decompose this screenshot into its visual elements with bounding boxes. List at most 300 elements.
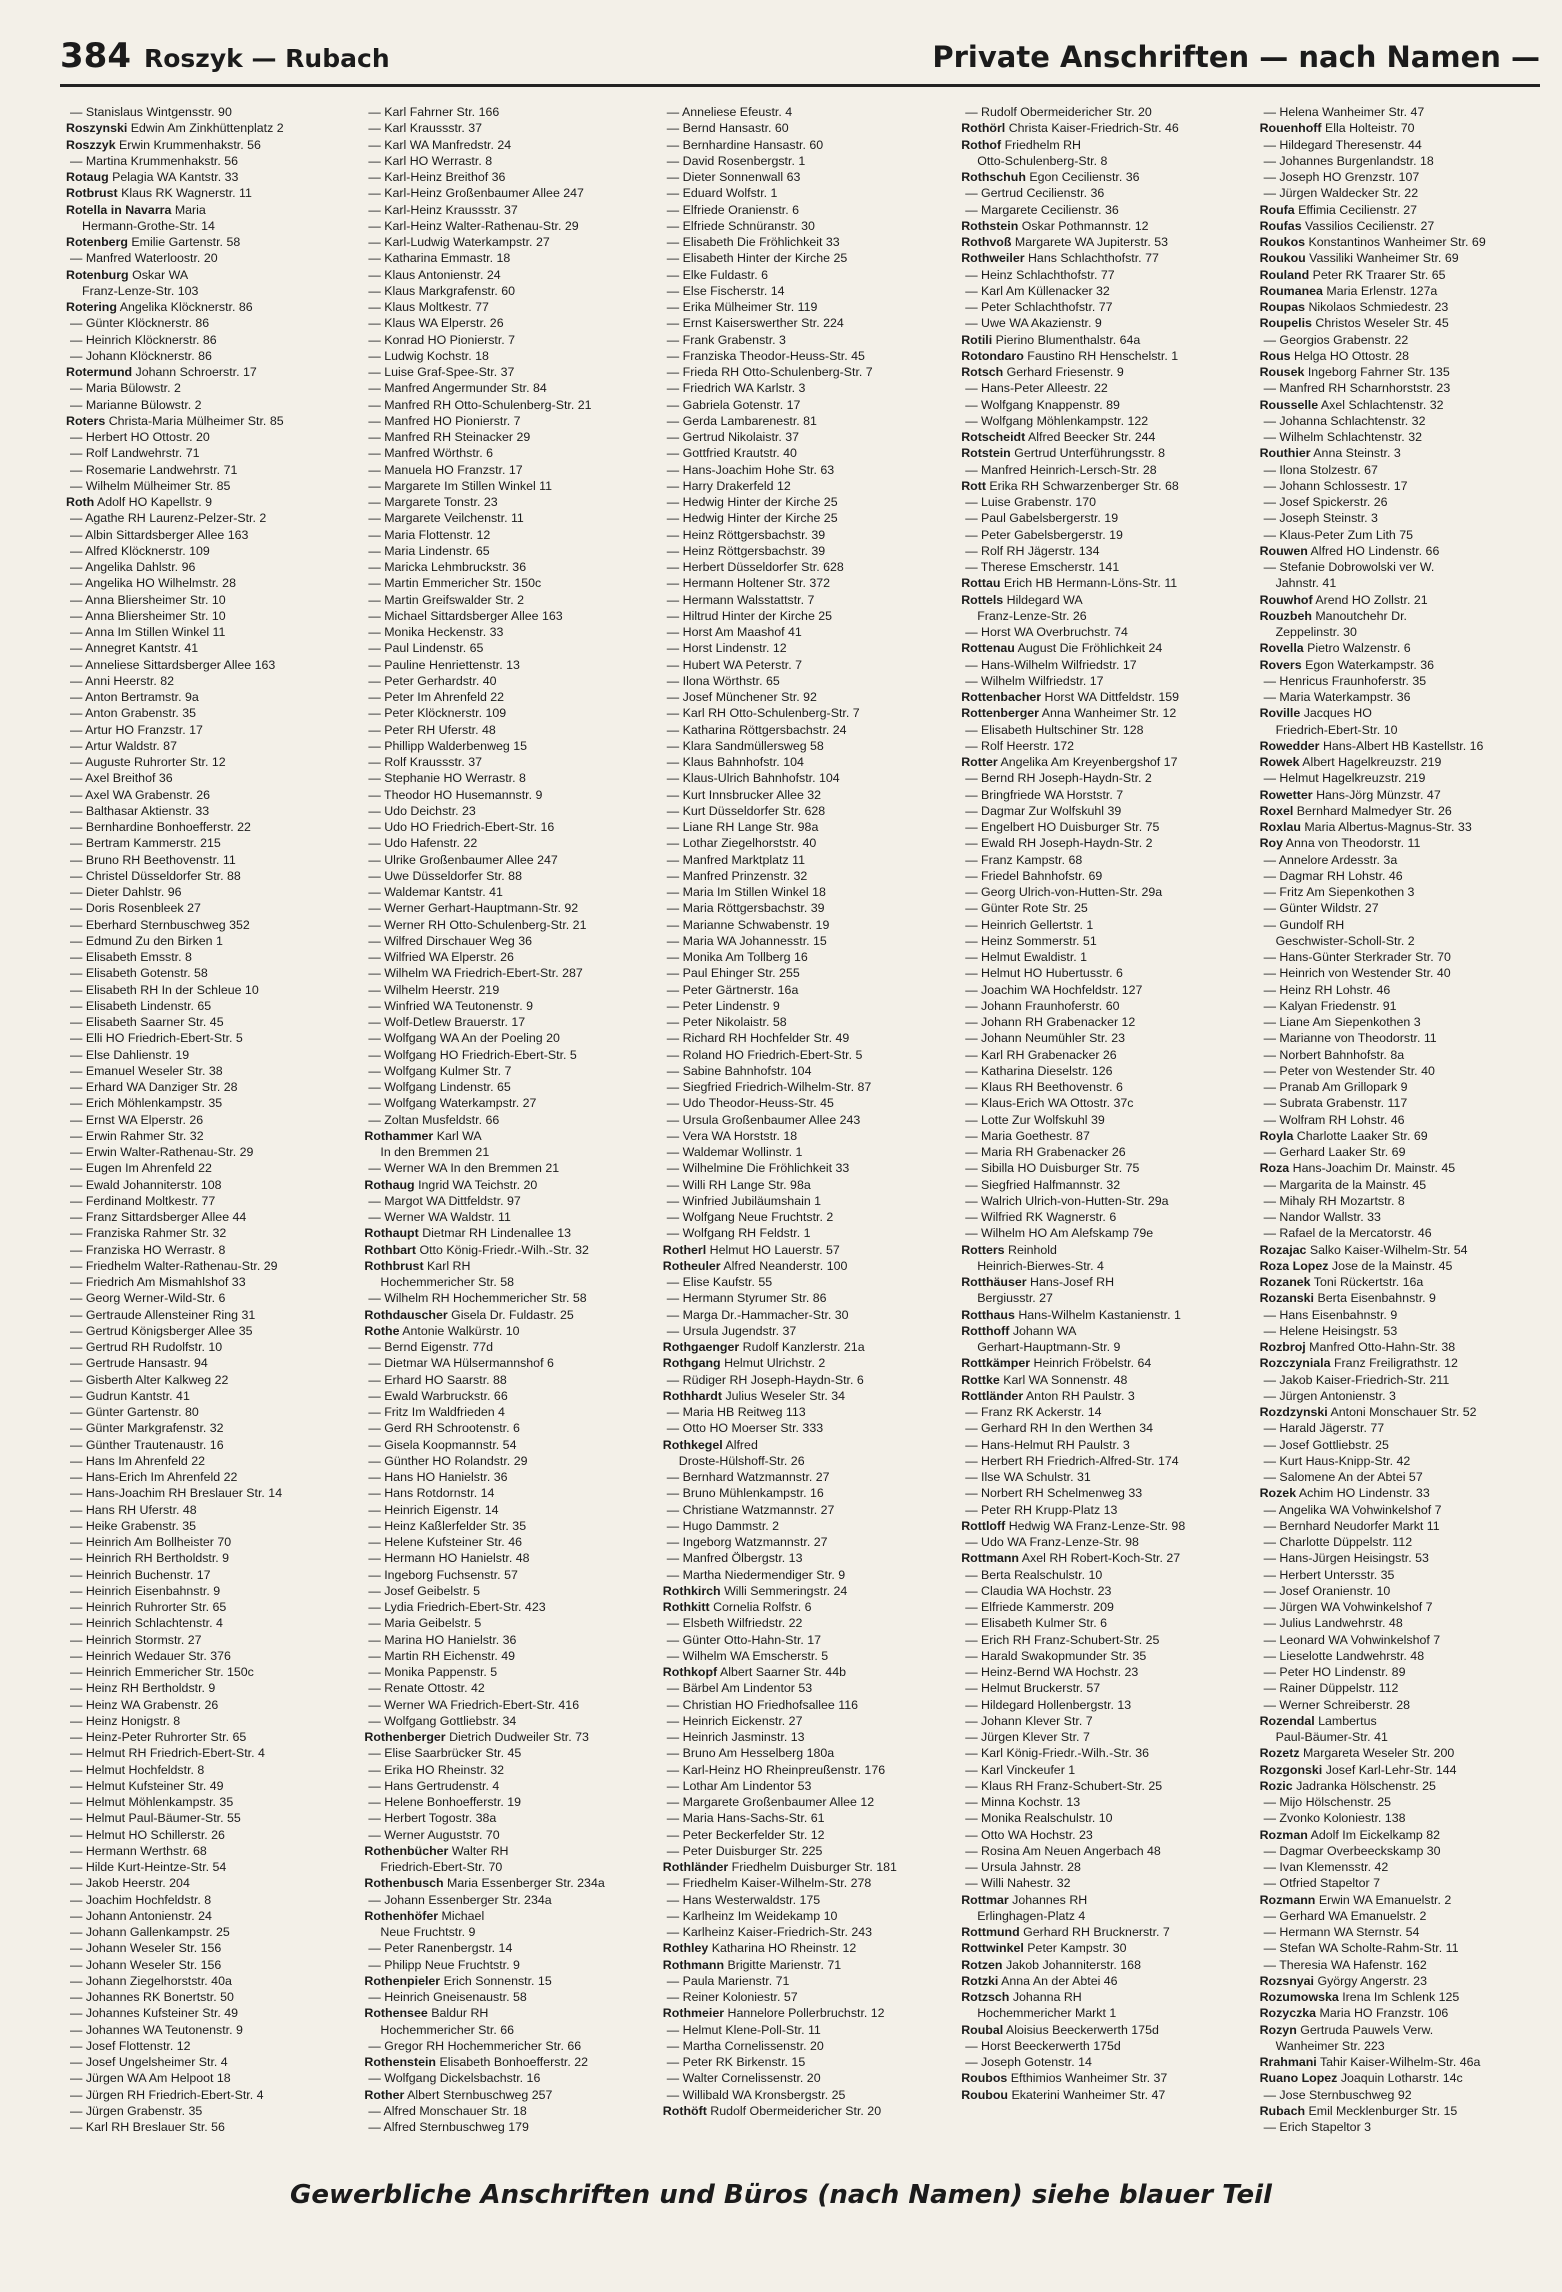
- person-entry: — Karl Kraussstr. 37: [368, 121, 483, 136]
- address-continuation: Hochemmericher Str. 58: [380, 1275, 514, 1289]
- entry-details: Manoutchehr Dr.: [1315, 608, 1407, 623]
- person-entry: — Herbert RH Friedrich-Alfred-Str. 174: [965, 1453, 1179, 1468]
- address-continuation: In den Bremmen 21: [380, 1145, 490, 1159]
- surname-entry: [364, 1307, 650, 1323]
- person-entry: — Rolf Heerstr. 172: [965, 738, 1074, 753]
- surname: Rothkitt: [662, 1600, 710, 1614]
- person-entry: — Anna Bliersheimer Str. 10: [70, 608, 226, 623]
- person-entry: — Zvonko Koloniestr. 138: [1263, 1811, 1406, 1826]
- surname-entry: [364, 2005, 650, 2021]
- person-entry: — Elfriede Kammerstr. 209: [965, 1600, 1114, 1614]
- surname-entry: [961, 1355, 1247, 1371]
- surname: Rothammer: [364, 1128, 434, 1143]
- person-entry: — Claudia WA Hochstr. 23: [965, 1583, 1112, 1598]
- surname: Roufas: [1259, 218, 1302, 233]
- person-entry: — Alfred Klöcknerstr. 109: [70, 543, 210, 558]
- entry-details: Angelika Klöcknerstr. 86: [119, 300, 253, 314]
- person-entry: — Stanislaus Wintgensstr. 90: [70, 105, 232, 119]
- person-entry: — Liane Am Siepenkothen 3: [1263, 1015, 1421, 1029]
- surname-entry: [663, 1437, 949, 1453]
- person-entry: — Wolfgang Dickelsbachstr. 16: [368, 2071, 541, 2086]
- surname: Rotering: [66, 300, 117, 314]
- surname-entry: [961, 429, 1247, 445]
- person-entry: — Herbert Untersstr. 35: [1263, 1567, 1395, 1582]
- surname-entry: [961, 1388, 1247, 1404]
- person-entry: — Wolfram RH Lohstr. 46: [1263, 1112, 1405, 1127]
- directory-column-4: [961, 104, 1247, 2144]
- person-entry: — Wolfgang Lindenstr. 65: [368, 1080, 511, 1094]
- address-continuation: Gerhart-Hauptmann-Str. 9: [977, 1340, 1121, 1354]
- entry-details: Josef Karl-Lehr-Str. 144: [1325, 1762, 1457, 1777]
- person-entry: — Minna Kochstr. 13: [965, 1795, 1081, 1809]
- entry-details: Willi Semmeringstr. 24: [724, 1583, 848, 1598]
- person-entry: — Ferdinand Moltkestr. 77: [70, 1193, 216, 1208]
- person-entry: — Karl Vinckeufer 1: [965, 1762, 1076, 1777]
- entry-details: Pierino Blumenthalstr. 64a: [995, 332, 1141, 347]
- person-entry: — Siegfried Halfmannstr. 32: [965, 1177, 1121, 1192]
- entry-details: Gertrud Unterführungsstr. 8: [1014, 446, 1166, 461]
- person-entry: — Karl RH Breslauer Str. 56: [70, 2120, 225, 2134]
- surname: Rowetter: [1259, 787, 1313, 802]
- entry-details: Ekaterini Wanheimer Str. 47: [1011, 2087, 1166, 2102]
- surname-entry: [1260, 1404, 1546, 1420]
- surname-entry: [1260, 2005, 1546, 2021]
- person-entry: — Agathe RH Laurenz-Pelzer-Str. 2: [70, 511, 267, 526]
- surname-entry: [663, 1583, 949, 1599]
- person-entry: — Dieter Sonnenwall 63: [666, 170, 801, 184]
- surname-entry: [961, 592, 1247, 608]
- surname-entry: [1260, 640, 1546, 656]
- person-entry: — Horst Beeckerwerth 175d: [965, 2038, 1121, 2053]
- person-entry: — Günther Trautenaustr. 16: [70, 1437, 224, 1452]
- entry-details: Jacques HO: [1303, 706, 1372, 721]
- surname-entry: [663, 1940, 949, 1956]
- surname: Rothmann: [662, 1957, 725, 1972]
- person-entry: — Heinz WA Grabenstr. 26: [70, 1697, 219, 1712]
- person-entry: — Dietmar WA Hülsermannshof 6: [368, 1356, 554, 1371]
- person-entry: — Friedrich Am Mismahlshof 33: [70, 1275, 246, 1289]
- person-entry: — Karl-Heinz Walter-Rathenau-Str. 29: [368, 218, 579, 233]
- surname: Rousek: [1259, 365, 1305, 379]
- person-entry: — Werner RH Otto-Schulenberg-Str. 21: [368, 917, 587, 932]
- surname-entry: [961, 1550, 1247, 1566]
- person-entry: — Wilhelm Wilfriedstr. 17: [965, 673, 1104, 688]
- entry-details: Manfred Otto-Hahn-Str. 38: [1309, 1340, 1456, 1354]
- person-entry: — Rudolf Obermeidericher Str. 20: [965, 105, 1152, 119]
- address-continuation: Droste-Hülshoff-Str. 26: [678, 1453, 805, 1468]
- person-entry: — Wolfgang HO Friedrich-Ebert-Str. 5: [368, 1047, 577, 1062]
- surname: Rotthaus: [961, 1307, 1015, 1322]
- surname: Rotthoff: [961, 1323, 1010, 1338]
- person-entry: — Josef Flottenstr. 12: [70, 2038, 191, 2053]
- surname-entry: [1260, 1290, 1546, 1306]
- person-entry: — Helmut HO Hubertusstr. 6: [965, 966, 1123, 981]
- person-entry: — Manfred RH Otto-Schulenberg-Str. 21: [368, 397, 592, 412]
- person-entry: — Peter Gerhardstr. 40: [368, 673, 497, 688]
- surname: Rotheuler: [662, 1258, 721, 1273]
- person-entry: — Martin RH Eichenstr. 49: [368, 1648, 516, 1663]
- person-entry: — Phillipp Walderbenweg 15: [368, 738, 528, 753]
- person-entry: — Ursula Jugendstr. 37: [666, 1323, 797, 1338]
- surname: Rozendal: [1259, 1713, 1315, 1728]
- surname-entry: [364, 1908, 650, 1924]
- person-entry: — Wolfgang Neue Fruchtstr. 2: [666, 1210, 834, 1224]
- entry-details: Elisabeth Bonhoefferstr. 22: [439, 2055, 588, 2069]
- person-entry: — Werner WA Waldstr. 11: [368, 1210, 511, 1224]
- surname-entry: [1260, 2022, 1546, 2038]
- person-entry: — Heinrich Eisenbahnstr. 9: [70, 1583, 221, 1598]
- surname: Rotstein: [961, 446, 1011, 461]
- person-entry: — Winfried Jubiläumshain 1: [666, 1193, 822, 1208]
- person-entry: — Udo Hafenstr. 22: [368, 836, 478, 851]
- person-entry: — Johannes RK Bonertstr. 50: [70, 1990, 234, 2004]
- surname-entry: [961, 1989, 1247, 2005]
- person-entry: — Margarete Im Stillen Winkel 11: [368, 478, 553, 493]
- entry-details: Berta Eisenbahnstr. 9: [1317, 1291, 1436, 1306]
- person-entry: — Alfred Sternbuschweg 179: [368, 2120, 529, 2134]
- person-entry: — Manfred RH Scharnhorststr. 23: [1263, 381, 1451, 396]
- surname-entry: [1260, 315, 1546, 331]
- person-entry: — Günter Rote Str. 25: [965, 901, 1088, 916]
- entry-details: Adolf HO Kapellstr. 9: [96, 495, 212, 509]
- person-entry: — Mijo Hölschenstr. 25: [1263, 1795, 1391, 1809]
- entry-details: Helga HO Ottostr. 28: [1294, 348, 1410, 363]
- person-entry: — Werner WA In den Bremmen 21: [368, 1161, 560, 1176]
- surname-entry: [364, 1729, 650, 1745]
- surname-entry: [961, 478, 1247, 494]
- person-entry: — Herbert HO Ottostr. 20: [70, 430, 210, 444]
- surname-entry: [1260, 364, 1546, 380]
- surname: Rousselle: [1259, 397, 1319, 412]
- person-entry: — Hans-Joachim RH Breslauer Str. 14: [70, 1486, 283, 1501]
- surname: Rotthäuser: [961, 1275, 1027, 1289]
- person-entry: — Konrad HO Pionierstr. 7: [368, 332, 516, 347]
- person-entry: — Helena Wanheimer Str. 47: [1263, 105, 1425, 119]
- person-entry: — Erwin Rahmer Str. 32: [70, 1128, 204, 1143]
- surname: Rothkirch: [662, 1583, 721, 1598]
- person-entry: — Helmut Ewaldistr. 1: [965, 950, 1088, 964]
- address-continuation: Heinrich-Bierwes-Str. 4: [977, 1258, 1104, 1273]
- surname: Rotaug: [66, 170, 109, 184]
- person-entry: — Wolfgang RH Feldstr. 1: [666, 1226, 811, 1241]
- person-entry: — Helmut Paul-Bäumer-Str. 55: [70, 1811, 241, 1826]
- entry-details: Otto König-Friedr.-Wilh.-Str. 32: [419, 1242, 589, 1257]
- person-entry: — Margarete Veilchenstr. 11: [368, 511, 524, 526]
- surname-entry: [663, 2005, 949, 2021]
- surname-entry: [961, 689, 1247, 705]
- person-entry: — Elisabeth Die Fröhlichkeit 33: [666, 235, 840, 249]
- surname: Rothenbücher: [364, 1843, 449, 1858]
- person-entry: — Kalyan Friedenstr. 91: [1263, 998, 1397, 1013]
- surname: Rothmeier: [662, 2006, 725, 2021]
- entry-details: Emilie Gartenstr. 58: [131, 235, 241, 249]
- person-entry: — Jakob Kaiser-Friedrich-Str. 211: [1263, 1372, 1450, 1387]
- entry-details: Rudolf Kanzlerstr. 21a: [742, 1340, 865, 1354]
- person-entry: — Werner WA Friedrich-Ebert-Str. 416: [368, 1697, 580, 1712]
- surname-entry: [364, 1323, 650, 1339]
- person-entry: — Subrata Grabenstr. 117: [1263, 1096, 1408, 1111]
- entry-details: Christa-Maria Mülheimer Str. 85: [108, 413, 284, 428]
- person-entry: — Dieter Dahlstr. 96: [70, 885, 182, 899]
- surname: Rozgonski: [1259, 1762, 1323, 1777]
- person-entry: — Heinrich Eigenstr. 14: [368, 1502, 499, 1517]
- person-entry: — Karl WA Manfredstr. 24: [368, 137, 512, 152]
- entry-details: Franz Freiligrathstr. 12: [1333, 1356, 1458, 1371]
- surname: Ruano Lopez: [1259, 2071, 1338, 2086]
- person-entry: — Hans-Erich Im Ahrenfeld 22: [70, 1470, 238, 1484]
- person-entry: — Ernst Kaiserswerther Str. 224: [666, 316, 844, 331]
- person-entry: — Franziska Rahmer Str. 32: [70, 1226, 227, 1241]
- person-entry: — Heinrich RH Bertholdstr. 9: [70, 1551, 230, 1566]
- person-entry: — Günter Otto-Hahn-Str. 17: [666, 1632, 822, 1647]
- person-entry: — Manfred Angermunder Str. 84: [368, 381, 547, 396]
- person-entry: — Harald Swakopmunder Str. 35: [965, 1648, 1147, 1663]
- person-entry: — Wolf-Detlew Brauerstr. 17: [368, 1015, 526, 1029]
- entry-details: Joaquin Lotharstr. 14c: [1340, 2071, 1463, 2086]
- surname: Rouenhoff: [1259, 121, 1322, 136]
- person-entry: — Bringfriede WA Horststr. 7: [965, 787, 1124, 802]
- person-entry: — Wilhelm Schlachtenstr. 32: [1263, 430, 1422, 444]
- person-entry: — Friedhelm Kaiser-Wilhelm-Str. 278: [666, 1876, 872, 1891]
- surname-entry: [1260, 1258, 1546, 1274]
- entry-details: Nikolaos Schmiedestr. 23: [1308, 300, 1449, 314]
- person-entry: — Hiltrud Hinter der Kirche 25: [666, 608, 833, 623]
- entry-details: Anna von Theodorstr. 11: [1285, 836, 1421, 851]
- surname: Rozanek: [1259, 1275, 1311, 1289]
- surname: Rothvoß: [961, 235, 1012, 249]
- entry-details: Gerhard Friesenstr. 9: [1006, 365, 1124, 379]
- entry-details: Margareta Weseler Str. 200: [1302, 1746, 1455, 1761]
- entry-details: Helmut HO Lauerstr. 57: [709, 1242, 840, 1257]
- person-entry: — Peter von Westender Str. 40: [1263, 1063, 1435, 1078]
- person-entry: — Franziska HO Werrastr. 8: [70, 1242, 226, 1257]
- address-continuation: Wanheimer Str. 223: [1275, 2038, 1385, 2053]
- person-entry: — Erich Stapeltor 3: [1263, 2120, 1372, 2134]
- person-entry: — Maria Röttgersbachstr. 39: [666, 901, 825, 916]
- surname-entry: [961, 575, 1247, 591]
- person-entry: — Luise Graf-Spee-Str. 37: [368, 365, 515, 379]
- entry-details: Jose de la Mainstr. 45: [1331, 1258, 1453, 1273]
- entry-details: Jakob Johanniterstr. 168: [1005, 1957, 1141, 1972]
- surname-entry: [1260, 1973, 1546, 1989]
- person-entry: — Annegret Kantstr. 41: [70, 641, 199, 656]
- surname: Rozyczka: [1259, 2006, 1317, 2021]
- person-entry: — Marina HO Hanielstr. 36: [368, 1632, 517, 1647]
- person-entry: — Friedel Bahnhofstr. 69: [965, 868, 1103, 883]
- address-continuation: Paul-Bäumer-Str. 41: [1275, 1730, 1388, 1744]
- surname: Rotherl: [662, 1242, 707, 1257]
- surname: Rozek: [1259, 1486, 1297, 1501]
- surname: Rotter: [961, 755, 998, 769]
- entry-details: Axel RH Robert-Koch-Str. 27: [1021, 1551, 1181, 1566]
- person-entry: — Liane RH Lange Str. 98a: [666, 820, 819, 834]
- surname: Rotondaro: [961, 348, 1024, 363]
- person-entry: — Elise Saarbrücker Str. 45: [368, 1746, 522, 1761]
- person-entry: — Elke Fuldastr. 6: [666, 267, 769, 282]
- person-entry: — Christel Düsseldorfer Str. 88: [70, 868, 241, 883]
- surname-entry: [1260, 1762, 1546, 1778]
- person-entry: — Manfred HO Pionierstr. 7: [368, 413, 521, 428]
- surname-entry: [1260, 608, 1546, 624]
- surname-entry: [1260, 120, 1546, 136]
- person-entry: — Heinz RH Bertholdstr. 9: [70, 1681, 216, 1696]
- person-entry: — Klaus Markgrafenstr. 60: [368, 283, 516, 298]
- person-entry: — Wolfgang Gottliebstr. 34: [368, 1713, 517, 1728]
- person-entry: — Margarete Tonstr. 23: [368, 495, 498, 509]
- entry-details: Egon Waterkampstr. 36: [1305, 657, 1435, 672]
- surname: Rottmar: [961, 1892, 1009, 1907]
- person-entry: — Hedwig Hinter der Kirche 25: [666, 495, 838, 509]
- person-entry: — Heinrich Gellertstr. 1: [965, 917, 1094, 932]
- surname: Rozsnyai: [1259, 1973, 1314, 1988]
- surname-entry: [66, 234, 352, 250]
- person-entry: — Else Dahlienstr. 19: [70, 1047, 190, 1062]
- person-entry: — Kurt Innsbrucker Allee 32: [666, 787, 822, 802]
- address-continuation: Hochemmericher Str. 66: [380, 2022, 514, 2037]
- person-entry: — Günter Wildstr. 27: [1263, 901, 1379, 916]
- surname-entry: [961, 1372, 1247, 1388]
- person-entry: — Axel WA Grabenstr. 26: [70, 787, 211, 802]
- person-entry: — Heinrich Am Bollheister 70: [70, 1535, 232, 1549]
- surname: Rothenpieler: [364, 1973, 441, 1988]
- surname-entry: [663, 1258, 949, 1274]
- entry-details: Christos Weseler Str. 45: [1315, 316, 1449, 331]
- person-entry: — Maria WA Johannesstr. 15: [666, 933, 827, 948]
- person-entry: — Rolf RH Jägerstr. 134: [965, 543, 1100, 558]
- person-entry: — Christian HO Friedhofsallee 116: [666, 1697, 859, 1712]
- person-entry: — Horst Lindenstr. 12: [666, 641, 787, 656]
- entry-details: Toni Rückertstr. 16a: [1313, 1275, 1424, 1289]
- person-entry: — Helmut Klene-Poll-Str. 11: [666, 2022, 821, 2037]
- entry-details: Hans-Josef RH: [1030, 1275, 1115, 1289]
- entry-details: Salko Kaiser-Wilhelm-Str. 54: [1309, 1242, 1468, 1257]
- person-entry: — Willibald WA Kronsbergstr. 25: [666, 2087, 846, 2102]
- entry-details: Vassilios Cecilienstr. 27: [1305, 218, 1435, 233]
- person-entry: — Balthasar Aktienstr. 33: [70, 803, 210, 818]
- surname: Roufa: [1259, 202, 1295, 217]
- entry-details: Anna An der Abtei 46: [1001, 1973, 1118, 1988]
- person-entry: — Elisabeth Hultschiner Str. 128: [965, 722, 1144, 737]
- person-entry: — Joachim WA Hochfeldstr. 127: [965, 982, 1143, 997]
- person-entry: — Peter Gabelsbergerstr. 19: [965, 527, 1123, 542]
- person-entry: — Klaus RH Beethovenstr. 6: [965, 1080, 1123, 1094]
- person-entry: — Peter RH Krupp-Platz 13: [965, 1502, 1118, 1517]
- person-entry: — Jürgen WA Am Helpoot 18: [70, 2071, 231, 2086]
- surname: Rotenberg: [66, 235, 128, 249]
- surname-entry: [961, 1940, 1247, 1956]
- entry-details: Alfred HO Lindenstr. 66: [1310, 543, 1440, 558]
- address-continuation: Franz-Lenze-Str. 103: [82, 283, 199, 298]
- entry-details: Efthimios Wanheimer Str. 37: [1010, 2071, 1168, 2086]
- surname-entry: [1260, 754, 1546, 770]
- entry-details: György Angerstr. 23: [1317, 1973, 1427, 1988]
- person-entry: — Peter Klöcknerstr. 109: [368, 706, 507, 721]
- person-entry: — Margarete Cecilienstr. 36: [965, 202, 1119, 217]
- entry-details: Hannelore Pollerbruchstr. 12: [727, 2006, 885, 2021]
- person-entry: — Johann Antonienstr. 24: [70, 1908, 212, 1923]
- surname-entry: [663, 1664, 949, 1680]
- person-entry: — Angelika HO Wilhelmstr. 28: [70, 576, 236, 591]
- person-entry: — Bruno Mühlenkampstr. 16: [666, 1486, 824, 1501]
- surname: Rothley: [662, 1941, 709, 1956]
- person-entry: — Otfried Stapeltor 7: [1263, 1876, 1380, 1891]
- address-continuation: Hermann-Grothe-Str. 14: [82, 218, 215, 233]
- person-entry: — Kurt Düsseldorfer Str. 628: [666, 803, 826, 818]
- person-entry: — Helmut Kufsteiner Str. 49: [70, 1778, 224, 1793]
- person-entry: — Johannes Burgenlandstr. 18: [1263, 153, 1434, 168]
- surname-entry: [663, 1388, 949, 1404]
- surname: Rotbrust: [66, 186, 118, 201]
- person-entry: — Wilfred Dirschauer Weg 36: [368, 933, 533, 948]
- entry-details: Alfred Beecker Str. 244: [1027, 430, 1156, 444]
- entry-details: Karl WA Sonnenstr. 48: [1003, 1372, 1128, 1387]
- person-entry: — Rosina Am Neuen Angerbach 48: [965, 1843, 1161, 1858]
- surname: Rothstein: [961, 218, 1019, 233]
- person-entry: — Emanuel Weseler Str. 38: [70, 1063, 223, 1078]
- person-entry: — Helmut Bruckerstr. 57: [965, 1681, 1101, 1696]
- entry-details: Michael: [441, 1908, 485, 1923]
- person-entry: — Peter Lindenstr. 9: [666, 998, 780, 1013]
- person-entry: — Peter Nikolaistr. 58: [666, 1015, 787, 1029]
- person-entry: — Monika Am Tollberg 16: [666, 950, 808, 964]
- surname-entry: [66, 185, 352, 201]
- directory-column-5: [1260, 104, 1546, 2144]
- surname: Routhier: [1259, 446, 1311, 461]
- surname-entry: [364, 1258, 650, 1274]
- person-entry: — Peter Gärtnerstr. 16a: [666, 982, 799, 997]
- person-entry: — Ewald Johanniterstr. 108: [70, 1177, 222, 1192]
- surname-entry: [1260, 1160, 1546, 1176]
- surname-entry: [961, 137, 1247, 153]
- address-continuation: Franz-Lenze-Str. 26: [977, 608, 1087, 623]
- surname-entry: [66, 169, 352, 185]
- person-entry: — Stefanie Dobrowolski ver W.: [1263, 560, 1435, 574]
- surname: Rothenberger: [364, 1730, 446, 1744]
- person-entry: — Karl König-Friedr.-Wilh.-Str. 36: [965, 1746, 1150, 1761]
- person-entry: — Rainer Düppelstr. 112: [1263, 1681, 1399, 1696]
- person-entry: — Gregor RH Hochemmericher Str. 66: [368, 2038, 582, 2053]
- person-entry: — Georgios Grabenstr. 22: [1263, 332, 1409, 347]
- person-entry: — Erika Mülheimer Str. 119: [666, 300, 818, 314]
- surname-entry: [1260, 787, 1546, 803]
- person-entry: — Dagmar Overbeeckskamp 30: [1263, 1843, 1441, 1858]
- person-entry: — Anna Bliersheimer Str. 10: [70, 592, 226, 607]
- person-entry: — Klaus WA Elperstr. 26: [368, 316, 504, 331]
- person-entry: — Maria Waterkampstr. 36: [1263, 690, 1411, 704]
- person-entry: — Margarete Großenbaumer Allee 12: [666, 1795, 875, 1809]
- person-entry: — Doris Rosenbleek 27: [70, 901, 201, 916]
- person-entry: — Peter RK Birkenstr. 15: [666, 2055, 806, 2069]
- surname: Roszzyk: [66, 137, 116, 152]
- person-entry: — Marianne Schwabenstr. 19: [666, 917, 830, 932]
- person-entry: — Heinrich Klöcknerstr. 86: [70, 332, 217, 347]
- surname: Roville: [1259, 706, 1301, 721]
- entry-details: Gerhard RH Brucknerstr. 7: [1023, 1925, 1170, 1939]
- person-entry: — Reiner Koloniestr. 57: [666, 1990, 798, 2004]
- surname-entry: [364, 1843, 650, 1859]
- surname-entry: [961, 364, 1247, 380]
- surname-entry: [1260, 218, 1546, 234]
- surname-entry: [961, 705, 1247, 721]
- person-entry: — Marga Dr.-Hammacher-Str. 30: [666, 1307, 849, 1322]
- person-entry: — Hans Eisenbahnstr. 9: [1263, 1307, 1398, 1322]
- person-entry: — Hans-Joachim Hohe Str. 63: [666, 462, 835, 477]
- person-entry: — Hilde Kurt-Heintze-Str. 54: [70, 1860, 227, 1874]
- entry-details: Jadranka Hölschenstr. 25: [1296, 1778, 1436, 1793]
- surname-entry: [1260, 1827, 1546, 1843]
- person-entry: — Hedwig Hinter der Kirche 25: [666, 511, 838, 526]
- person-entry: — Marianne von Theodorstr. 11: [1263, 1031, 1437, 1046]
